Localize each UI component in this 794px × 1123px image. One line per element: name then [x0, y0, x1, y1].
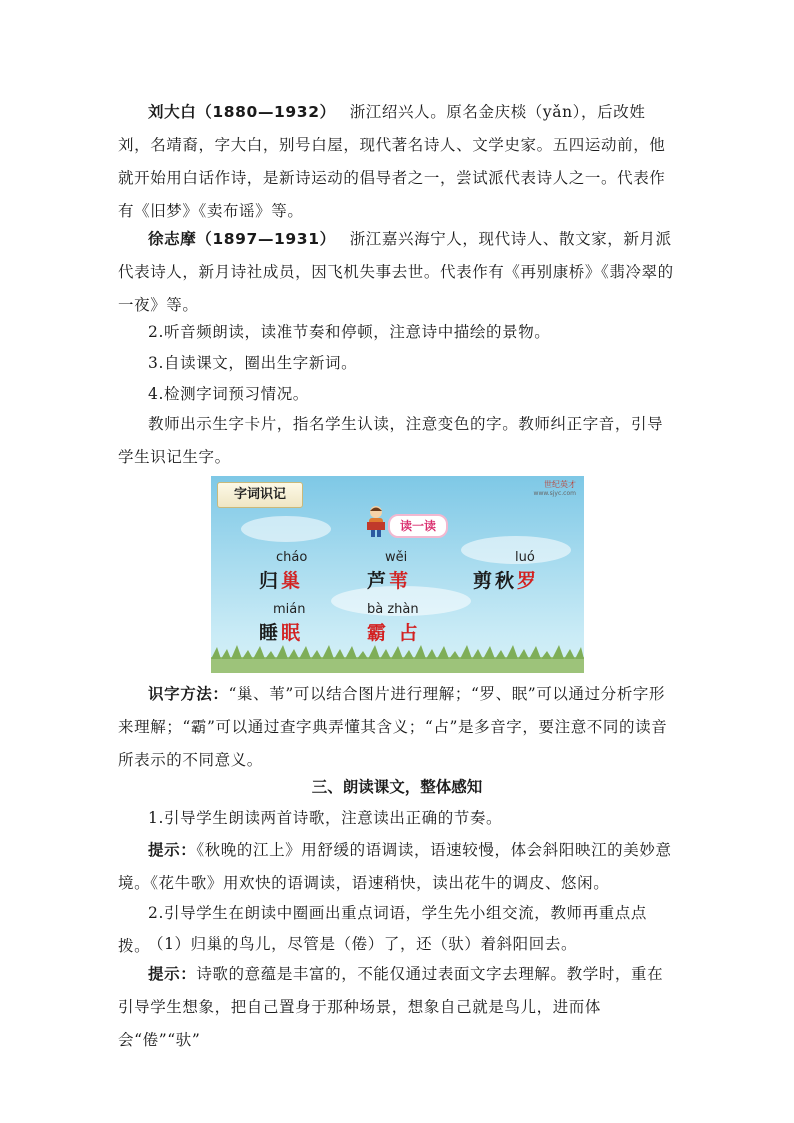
author-name-liu: 刘大白（1880—1932）	[148, 103, 336, 121]
word-guichao	[259, 566, 303, 593]
tip-2	[118, 958, 676, 1057]
publisher-logo	[534, 480, 576, 498]
logo-text: 世纪英才	[544, 480, 576, 489]
word-highlight: 苇	[389, 570, 412, 592]
read-aloud-button[interactable]: 读一读	[388, 514, 448, 538]
author-bio-text: 浙江嘉兴海宁人，现代诗人、散文家，新月派代表诗人，新月诗社成员，因飞机失事去世。代表作有《再别康桥》《翡冷翠的一夜》等。	[118, 230, 674, 314]
word-highlight: 罗	[517, 570, 540, 592]
step-s1: 1.引导学生朗读两首诗歌，注意读出正确的节奏。	[148, 809, 503, 827]
pinyin-luo: luó	[515, 550, 535, 565]
pinyin-bazhan: bà zhàn	[367, 602, 419, 617]
word-plain: 归	[259, 570, 282, 592]
vocabulary-card	[211, 476, 584, 673]
step-3: 3.自读课文，圈出生字新词。	[148, 354, 358, 372]
author-name-xu: 徐志摩（1897—1931）	[148, 230, 336, 248]
cloud-decoration	[241, 516, 331, 542]
grass-decoration	[211, 643, 584, 673]
author-bio-liu	[118, 96, 676, 228]
tip-text: 《秋晚的江上》用舒缓的语调读，语速较慢，体会斜阳映江的美妙意境。《花牛歌》用欢快的语调读，语速稍快，读出花牛的调皮、悠闲。	[118, 841, 672, 892]
word-plain: 剪秋	[473, 570, 518, 592]
teacher-instruction: 教师出示生字卡片，指名学生认读，注意变色的字。教师纠正字音，引导学生识记生字。	[118, 415, 664, 466]
word-highlight: 眠	[281, 622, 304, 644]
word-bazhan	[367, 618, 421, 645]
pinyin-chao: cháo	[276, 550, 308, 565]
step-4: 4.检测字词预习情况。	[148, 385, 309, 403]
word-luwei	[367, 566, 411, 593]
author-bio-xu	[118, 223, 676, 322]
tip-1	[118, 834, 676, 900]
method-text: “巢、苇”可以结合图片进行理解；“罗、眠”可以通过分析字形来理解；“霸”可以通过查字典弄懂其含义；“占”是多音字，要注意不同的读音所表示的不同意义。	[118, 685, 668, 769]
tip-text: 诗歌的意蕴是丰富的，不能仅通过表面文字去理解。教学时，重在引导学生想象，把自己置身于那种场景，想象自己就是鸟儿，进而体会“倦”“驮”	[118, 965, 664, 1049]
word-jianqiuluo	[473, 566, 539, 593]
pinyin-wei: wěi	[385, 550, 408, 565]
pinyin-mian: mián	[273, 602, 306, 617]
reading-child-icon	[363, 504, 389, 538]
tip-label: 提示：	[148, 965, 197, 983]
logo-url: www.sjyc.com	[533, 490, 576, 497]
literacy-method	[118, 678, 676, 777]
card-tag: 字词识记	[217, 482, 303, 508]
word-shuimian	[259, 618, 303, 645]
step-2: 2.听音频朗读，读准节奏和停顿，注意诗中描绘的景物。	[148, 323, 551, 341]
step-s2-1: （1）归巢的鸟儿，尽管是（倦）了，还（驮）着斜阳回去。	[148, 935, 578, 953]
section-heading: 三、朗读课文，整体感知	[311, 778, 483, 796]
tip-label: 提示：	[148, 841, 197, 859]
step-s2: 2.引导学生在朗读中圈画出重点词语，学生先小组交流，教师再重点点拨。	[118, 904, 647, 955]
word-highlight: 巢	[281, 570, 304, 592]
word-highlight: 霸 占	[367, 622, 421, 644]
word-plain: 芦	[367, 570, 390, 592]
word-plain: 睡	[259, 622, 282, 644]
author-bio-text: 浙江绍兴人。原名金庆棪（yǎn），后改姓刘，名靖裔，字大白，别号白屋，现代著名诗人、文学史家。五四运动前，他就开始用白话作诗，是新诗运动的倡导者之一，尝试派代表诗人之一。代表作有《旧梦》《卖布谣》等。	[118, 103, 666, 220]
method-label: 识字方法：	[148, 685, 229, 703]
